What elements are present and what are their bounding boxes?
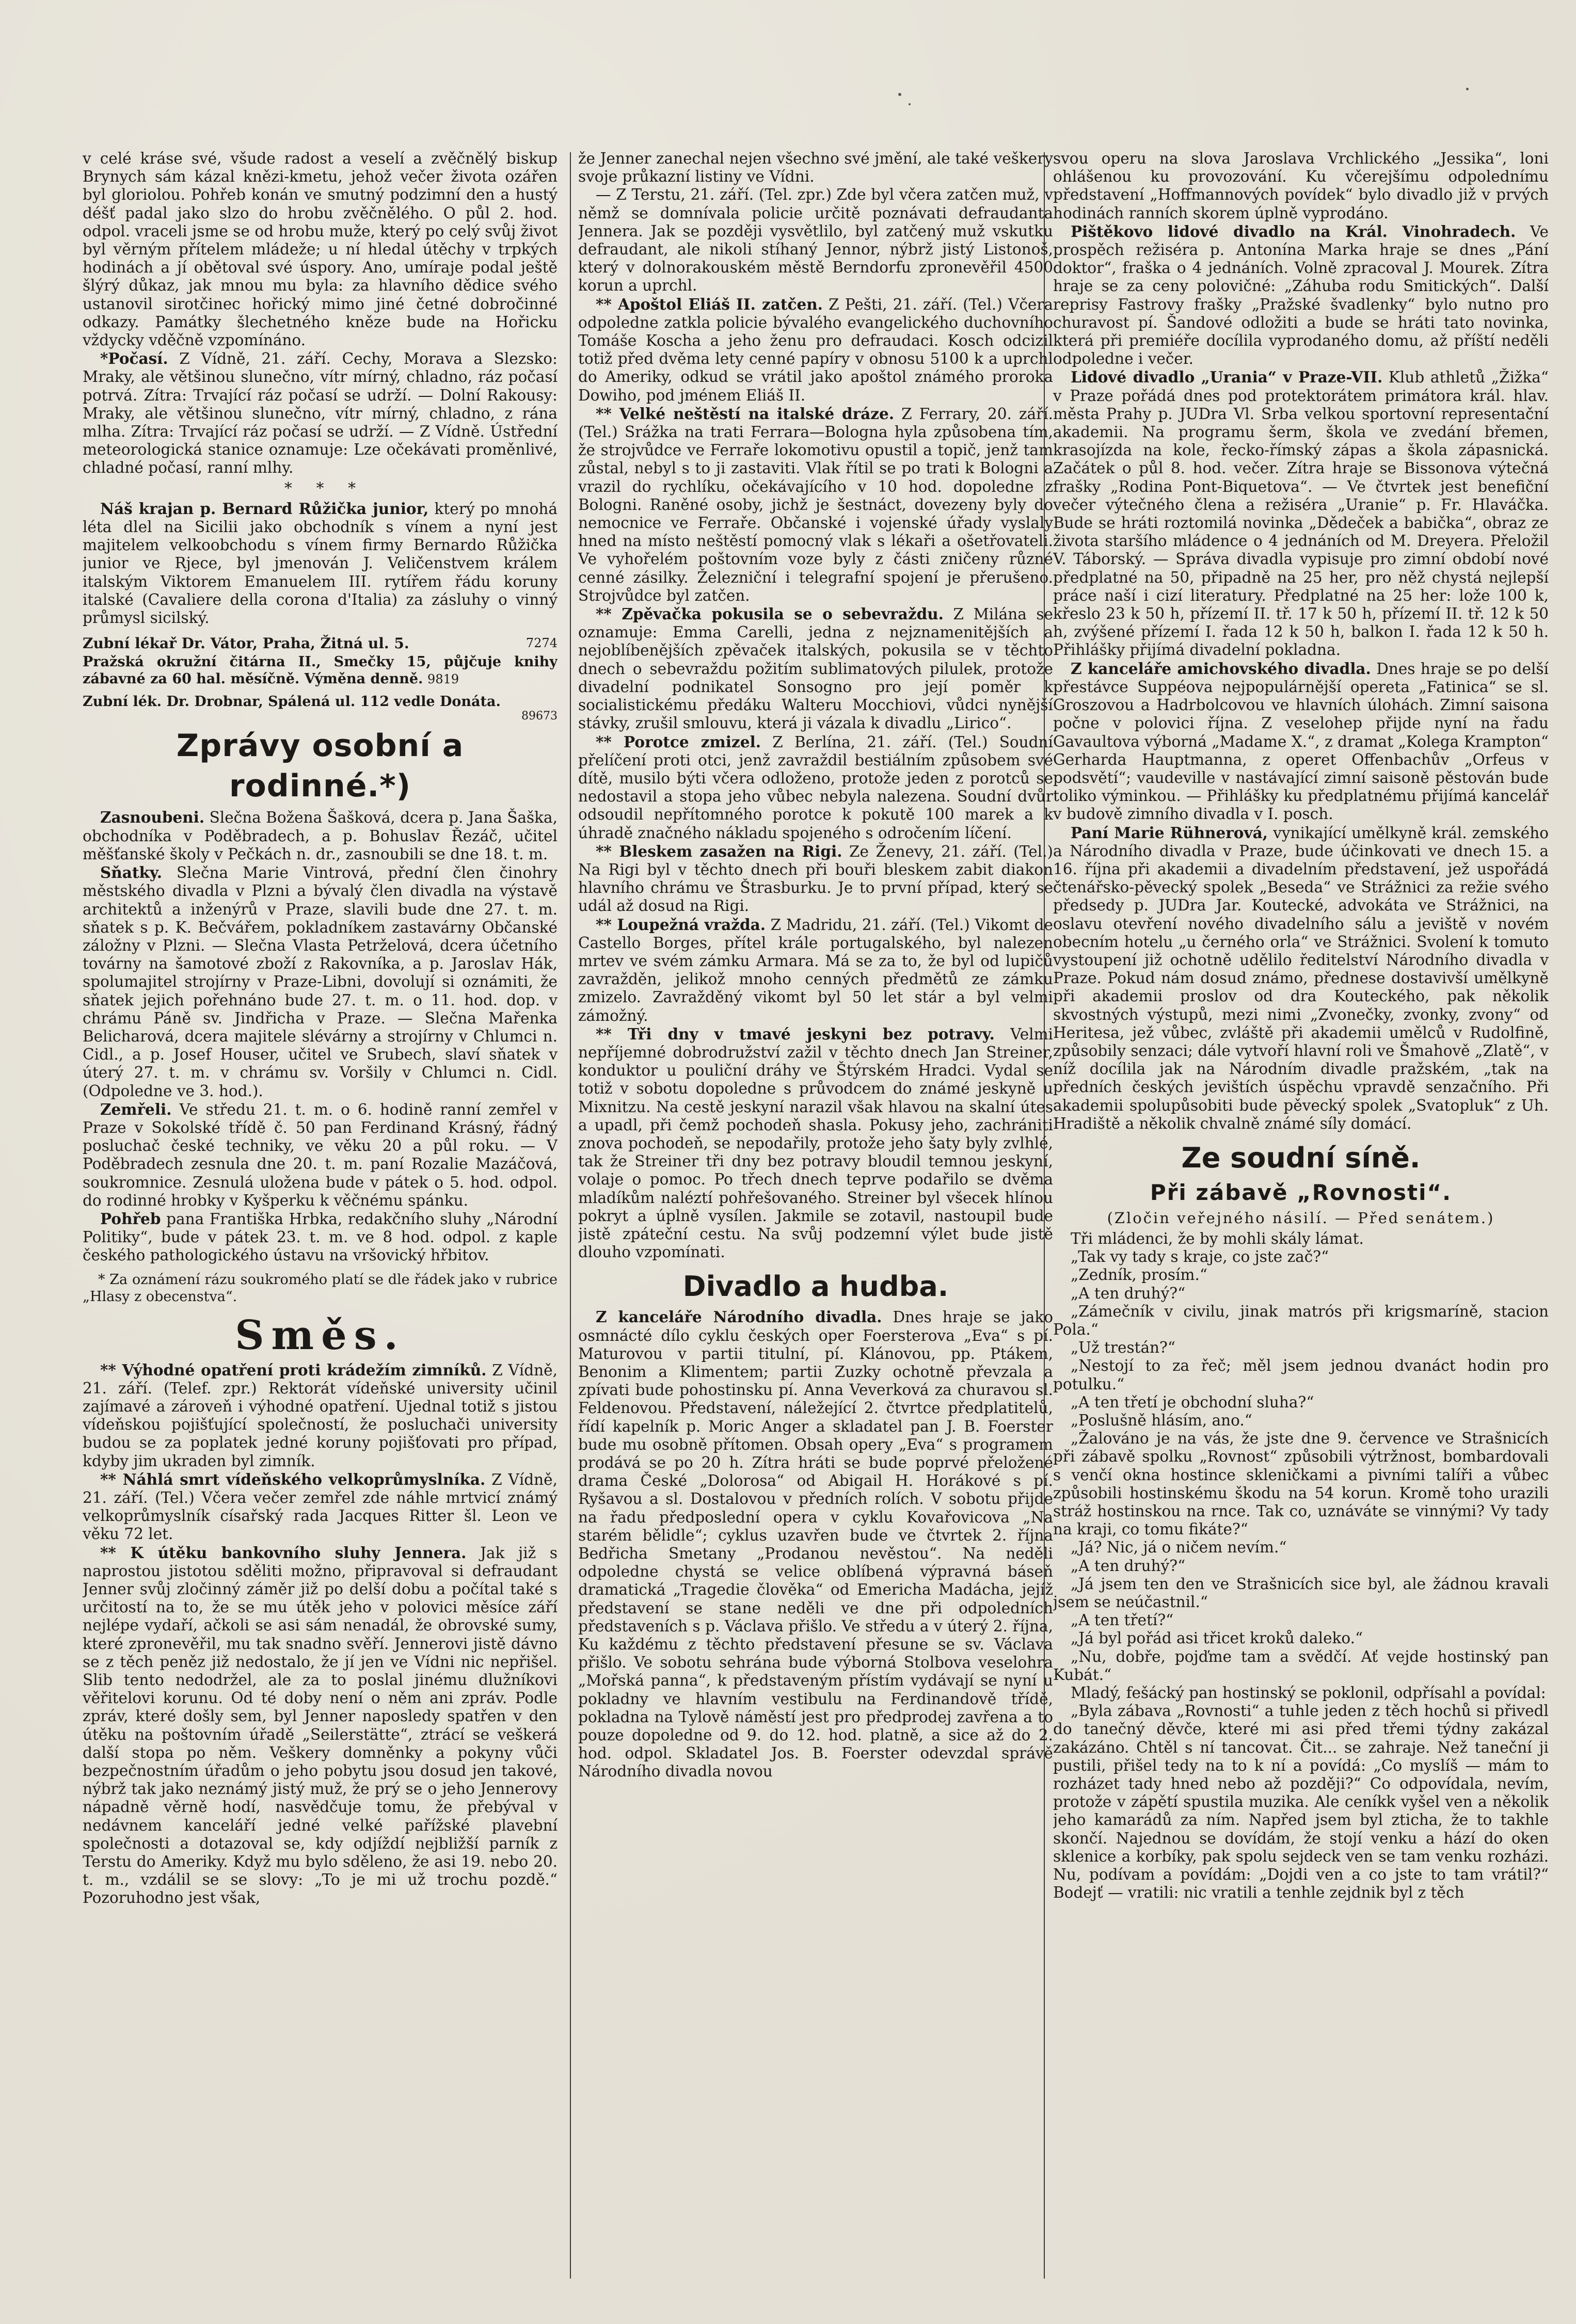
column-2 xyxy=(578,150,1053,2286)
heading-soudni-sin: Ze soudní síně. xyxy=(1181,1141,1421,1174)
zemreli-text: Ve středu 21. t. m. o 6. hodině ranní zemřel v Praze v Sokolské třídě č. 50 pan Ferdinand Krásný, řádný posluchač české techniky, ve věku 20 a půl roku. — V Poděbradech zesnula dne 20. t. m. paní Rozalie Mazáčová, soukromnice. Zesnulá uložena bude v pátek o 5. hod. odpol. do rodinné hrobky v Kyšperku k věčnému spánku. xyxy=(83,1100,558,1209)
court-report-paragraph: „A ten třetí je obchodní sluha?“ xyxy=(1071,1393,1314,1411)
apostol-title: ** Apoštol Eliáš II. zatčen. xyxy=(596,295,823,313)
nestesti-title: ** Velké neštěstí na italské dráze. xyxy=(596,404,895,423)
narodni-divadlo-title: Z kanceláře Národního divadla. xyxy=(596,1308,882,1326)
court-report-paragraph: „Nestojí to za řeč; měl jsem jednou dvanáct hodin pro potulku.“ xyxy=(1053,1357,1549,1393)
krajan-title: Náš krajan p. Bernard Růžička junior, xyxy=(100,499,429,518)
zasnoubeni-title: Zasnoubeni. xyxy=(100,808,205,827)
heading-smes: Směs. xyxy=(235,1311,405,1359)
page-specks xyxy=(72,77,1518,108)
amich-item xyxy=(1053,660,1549,824)
pohreb-text: pana Františka Hrbka, redakčního sluhy „Národní Politiky“, bude v pátek 23. t. m. ve 8 hod. odpol. z kaple českého pathologického ústavu na vršovický hřbitov. xyxy=(83,1210,558,1264)
court-report-paragraph: „Já byl pořád asi třicet kroků daleko.“ xyxy=(1071,1629,1363,1647)
pistek-title: Pištěkovo lidové divadlo na Král. Vinohradech. xyxy=(1071,222,1516,241)
heading-personal-news: Zprávy osobní a rodinné.*) xyxy=(176,728,464,805)
pistek-item xyxy=(1053,222,1549,368)
court-report-paragraph: „Zámečník v civilu, jinak matrós při krigsmaríně, stacion Pola.“ xyxy=(1053,1302,1549,1338)
utek-text: Jak již s naprostou jistotou sděliti možno, připravoval si defraudant Jenner svůj zločinný záměr již po delší dobu a počítal také s určitostí na to, že se mu útěk jeho v polovici měsíce září nejlépe vydaří, ačkoli se asi sám nenadál, že obrovské sumy, které zpronevěřil, mu tak snadno svěří. Jennerovi jistě dávno se z těch peněz již nedostalo, že jí jen ve Vídni nic nepřišel. Slib tento nedodržel, ale za to poslal jinému dlužníkovi věřitelovi korunu. Od té doby není o něm ani zpráv. Podle zpráv, které došly sem, byl Jenner naposledy spatřen v den útěku na poštovním úřadě „Seilerstätte“, ztrácí se veškerá další stopa po něm. Veškery domněnky a pokyny vůči bezpečnostním úřadům o jeho pobytu jsou dosud jen takové, nýbrž tak jako neznámý jistý muž, že prý se o jeho Jennerovy nápadně věrně hodí, nasvědčuje tomu, že přebýval v nedávnem kanceláří jedné velké pařížské plavební společnosti a dotazoval se, kdy odjíždí nejbližší parník z Terstu do Ameriky. Když mu bylo sděleno, že asi 19. nebo 20. t. m., vzdálil se se slovy: „To je mi už trochu pozdě.“ Pozoruhodno jest však, xyxy=(83,1544,558,1907)
utek-item xyxy=(83,1544,558,1908)
heading-divadlo: Divadlo a hudba. xyxy=(682,1270,949,1303)
utek-title: ** K útěku bankovního sluhy Jennera. xyxy=(100,1543,467,1562)
zpevacka-title: ** Zpěvačka pokusila se o sebevraždu. xyxy=(596,605,944,623)
porotce-text: Z Berlína, 21. září. (Tel.) Soudní přelíčení proti otci, jenž zavraždil bestiálním způsobem své dítě, musilo býti včera odloženo, protože jeden z porotců se nedostavil a stopa jeho vůbec nebyla nalezena. Soudní dvůr odsoudil nepřítomného porotce k pokutě 100 marek a k úhradě značného nákladu spojeného s odročením líčení. xyxy=(578,733,1053,842)
court-report xyxy=(1053,1230,1549,1902)
loupezna-title: ** Loupežná vražda. xyxy=(596,915,766,934)
column-rule-left xyxy=(570,152,571,2279)
loupezna-item xyxy=(578,916,1053,1025)
pohreb-title: Pohřeb xyxy=(100,1209,161,1228)
ad-dentist-vator-text: Zubní lékař Dr. Vátor, Praha, Žitná ul. 5. xyxy=(83,635,409,652)
ad-reading-room-text: Pražská okružní čitárna II., Smečky 15, půjčuje knihy zábavné za 60 hal. měsíčně. Výměna denně. xyxy=(83,654,558,687)
court-report-paragraph: „Já? Nic, já o ničem nevím.“ xyxy=(1071,1538,1287,1557)
court-report-paragraph: „Tak vy tady s kraje, co jste zač?“ xyxy=(1071,1248,1329,1266)
ad-dentist-drobnar-number: 89673 xyxy=(521,710,558,723)
court-report-paragraph: „A ten třetí?“ xyxy=(1071,1611,1174,1629)
urania-title: Lidové divadlo „Urania“ v Praze-VII. xyxy=(1071,368,1383,387)
tri-dny-text: Velmi nepříjemné dobrodružství zažil v těchto dnech Jan Streiner, konduktor u pouliční dráhy ve Štýrském Hradci. Vydal se totiž v sobotu dopoledne s průvodcem do známé jeskyně u Mixnitzu. Na cestě jeskyní narazil však hlavou na skalní útes a upadl, při čemž pochodeň shasla. Pokusy jeho, zachrániti znova pochodeň, se nepodařily, protože jeho šaty byly zvlhlé, tak že Streiner tři dny bez potravy bloudil temnou jeskyní, volaje o pomoc. Po třech dnech teprve podařilo se dvěma mladíkům naléztí pohřešovaného. Streiner byl všecek hlínou pokryt a úplně vysílen. Jakmile se zotavil, nastoupil bude jistě zpáteční cestu. Na svůj podzemní výlet bude jistě dlouho vzpomínati. xyxy=(578,1025,1053,1261)
vyhodne-text: Z Vídně, 21. září. (Telef. zpr.) Rektorát vídeňské university učinil zajímavé a zároveň i výhodné opatření. Ujednal totiž s jistou vídeňskou pojišťující společností, že posluchači university budou se za poplatek jedné koruny pojišťovati pro případ, kdyby jim ukraden byl zimník. xyxy=(83,1361,558,1470)
satky-text: Slečna Marie Vintrová, přední člen činohry městského divadla v Plzni a bývalý člen divadla na výstavě architektů a inženýrů v Praze, slavili bude dne 27. t. m. sňatek s p. K. Bečvářem, pokladníkem zastavárny Občanské záložny v Plzni. — Slečna Vlasta Petrželová, dcera účetního továrny na šamotové zboží z Rakovníka, a p. Jaroslav Hák, spolumajitel strojírny v Praze-Libni, dovolují si oznámiti, že sňatek jejich pořehnáno bude 27. t. m. o 11. hod. dop. v chrámu Páně sv. Jindřicha v Praze. — Slečna Mařenka Belicharová, dcera majitele slévárny a strojírny v Chlumci n. Cidl., a p. Josef Houser, učitel ve Srubech, slaví sňatek v úterý 27. t. m. v chrámu sv. Voršily v Chlumci n. Cidl. (Odpoledne ve 3. hod.). xyxy=(83,864,558,1100)
vyhodne-title: ** Výhodné opatření proti krádežím zimníků. xyxy=(100,1360,487,1379)
court-note: (Zločin veřejného násilí. — Před senátem.) xyxy=(1107,1209,1495,1227)
ad-dentist-vator xyxy=(83,634,558,652)
asterisk-separator: * * * xyxy=(284,479,356,497)
apostol-item xyxy=(578,295,1053,405)
court-report-paragraph: „Já jsem ten den ve Strašnicích sice byl, ale žádnou kravali jsem se neúčastnil.“ xyxy=(1053,1575,1549,1611)
porotce-item xyxy=(578,733,1053,842)
apostol-text: Z Pešti, 21. září. (Tel.) Včera odpoledne zatkla policie bývalého evangelického duchovního Tomáše Koscha a jeho ženu pro defraudaci. Kosch odcizil totiž před dvěma lety cenné papíry v obnosu 5100 k a uprchl do Ameriky, odkud se vrátil jako apoštol známého proroka Dowiho, pod jménem Eliáš II. xyxy=(578,295,1053,404)
zemreli-item xyxy=(83,1100,558,1210)
court-report-paragraph: „Už trestán?“ xyxy=(1071,1339,1175,1357)
ad-reading-room-number: 9819 xyxy=(427,672,459,687)
blesk-item xyxy=(578,842,1053,916)
court-report-paragraph: „Poslušně hlásím, ano.“ xyxy=(1071,1412,1252,1429)
weather-text: Z Vídně, 21. září. Cechy, Morava a Slezsko: Mraky, ale většinou slunečno, vítr mírný, chladno, ráz počasí potrvá. Zítra: Trvající ráz počasí se udrží. — Dolní Rakousy: Mraky, ale většinou slunečno, vítr mírný, chladno, z rána mlha. Zítra: Trvající ráz počasí se udrží. — Z Vídně. Ústřední meteorologická stanice oznamuje: Lze očekávati proměnlivé, chladné počasí, ranní mlhy. xyxy=(83,350,558,477)
column-3 xyxy=(1053,150,1549,2286)
col3-intro-paragraph: svou operu na slova Jaroslava Vrchlického „Jessika“, loni ohlášenou ku provozování. Ku včerejšímu odpolednímu představení „Hoffmannových povídek“ bylo divadlo již v prvých hodinách ranních skorem úplně vyprodáno. xyxy=(1053,150,1549,222)
nestesti-text: Z Ferrary, 20. září. (Tel.) Srážka na trati Ferrara—Bologna hyla způsobena tím, že strojvůdce ve Ferraře lokomotivu opustil a topič, jenž tam zůstal, nebyl s to ji zastaviti. Vlak řítil se po trati k Bologni a vrazil do rychlíku, očekávajícího v 10 hod. dopoledne z Bologni. Raněné osoby, jichž je šestnáct, dovezeny byly do nemocnice ve Ferraře. Občanské i vojenské úřady vyslaly hned na místo neštěstí pomocný vlak s lékaři a ošetřovateli. Ve vyhořelém poštovním voze byly z části zničeny různé cenné zásilky. Železniční i telegrafní spojení je přerušeno. Strojvůdce byl zatčen. xyxy=(578,405,1053,604)
court-report-paragraph: „Žalováno je na vás, že jste dne 9. července ve Strašnicích při zábavě spolku „Rovnost“ způsobili výtržnost, bombardovali s venčí okna hostince skleničkami a pivními talíři a vůbec způsobili hostinskému škodu na 54 korun. Kromě toho urazili stráž hostinskou na rnce. Tak co, uznáváte se vinnými? Vy tady na kraji, co tomu fikáte?“ xyxy=(1053,1430,1549,1538)
blesk-text: Ze Ženevy, 21. září. (Tel.) Na Rigi byl v těchto dnech při bouři bleskem zabit diakon hlavního chrámu ve Štrasburku. Je to první případ, který se udál až dosud na Rigi. xyxy=(578,842,1053,915)
court-report-paragraph: „Byla zábava „Rovnosti“ a tuhle jeden z těch hochů si přivedl do tanečný děvče, které mi asi před třemi týdny zakázal zakázáno. Chtěl s ní tancovat. Čit... se zahraje. Než taneční ji pustili, přišel tedy na to k ní a povídá: „Co myslíš — mám to rozházet tady hned nebo až později?“ Co odpovídala, nevím, protože v zápětí spustila muzika. Ale ceníkk vyšel ven a několik jeho kamarádů za ním. Napřed jsem byl zticha, že to takhle skončí. Najednou se dovídám, že stojí venku a hází do oken sklenice a korbíky, pak spolu sejdeck ven se tam venku rozházi. Nu, podívam a povídám: „Dojdi ven a co jste to tam vrátil?“ Bodejť — vratili: nic vratili a tenhle zejdnik byl z těch xyxy=(1053,1702,1549,1902)
vyhodne-item xyxy=(83,1361,558,1470)
pani-item xyxy=(1053,824,1549,1133)
subheading-rovnost: Při zábavě „Rovnosti“. xyxy=(1150,1179,1452,1205)
ad-dentist-drobnar-text: Zubní lék. Dr. Drobnar, Spálená ul. 112 vedle Donáta. xyxy=(83,694,501,710)
porotce-title: ** Porotce zmizel. xyxy=(596,732,761,751)
nahla-text: Z Vídně, 21. září. (Tel.) Včera večer zemřel zde náhle mrtvicí známý velkoprůmyslník císařský rada Jacques Ritter šl. Leon ve věku 72 let. xyxy=(83,1470,558,1543)
narodni-divadlo-item xyxy=(578,1308,1053,1781)
satky-item xyxy=(83,863,558,1100)
pohreb-item xyxy=(83,1210,558,1265)
zasnoubeni-text: Slečna Božena Šašková, dcera p. Jana Šaška, obchodníka v Poděbradech, a p. Bohuslav Řezáč, učitel měšťanské školy v Pečkách n. dr., zasnoubili se dne 18. t. m. xyxy=(83,809,558,863)
blesk-title: ** Bleskem zasažen na Rigi. xyxy=(596,842,842,860)
krajan-item xyxy=(83,500,558,627)
ad-dentist-vator-number: 7274 xyxy=(526,636,558,651)
terst-item: — Z Terstu, 21. září. (Tel. zpr.) Zde byl včera zatčen muž, v němž se domnívala policie určitě poznávati defraudanta Jennera. Jak se později vysvětlilo, byl zatčený muž vskutku defraudant, ale nikoli stíhaný Jennor, nýbrž jistý Listonoš, který v dolnorakouském městě Berndorfu zpronevěřil 4500 korun a uprchl. xyxy=(578,186,1053,295)
court-report-paragraph: „A ten druhý?“ xyxy=(1071,1284,1186,1302)
nestesti-item xyxy=(578,405,1053,605)
pani-text: vynikající umělkyně král. zemského a Národního divadla v Praze, bude účinkovati ve dnech 15. a 16. října při akademii a divadelním představení, jež uspořádá čtenářsko-pěvecký spolek „Beseda“ ve Strážnici za režie svého předsedy p. JUDra Jar. Koutecké, advokáta ve Strážnici, na oslavu otevření nového divadelního sálu a jeviště v novém obecním hotelu „u černého orla“ ve Strážnici. Svolení k tomuto vystoupení již ochotně udělilo ředitelství Národního divadla v Praze. Pokud nám dosud známo, přednese dostavivší umělkyně při akademii proslov od dra Kouteckého, pak několik skvostných výstupů, mezi nimi „Zvonečky, zvonky, zvony“ od Heritesa, jež vůbec, zvláště při akademii umělců v Rudolfině, způsobily senzaci; dále vytvoří hlavní roli ve Šmahově „Zlatě“, v níž docílila jak na Národním divadle pražském, „tak na předních českých jevištích úspěchu vpravdě senzačního. Při akademii spolupůsobiti bude pěvecký spolek „Svatopluk“ z Uh. Hradiště a několik chvalně známé síly domácí. xyxy=(1053,824,1549,1132)
nahla-item xyxy=(83,1470,558,1544)
col2-intro-paragraph: že Jenner zanechal nejen všechno své jmění, ale také veškery svoje průkazní listiny ve Vídni. xyxy=(578,150,1053,186)
narodni-divadlo-text: Dnes hraje se jako osmnácté dílo cyklu českých oper Foersterova „Eva“ s pí. Maturovou v partii titulní, pí. Klánovou, pp. Ptákem, Benonim a Klimentem; partii Zuzky ochotně převzala a zpívati bude pohostinsku pí. Anna Veverková za churavou sl. Feldenovou. Představení, náležející 2. čtvrtce předplatitelů, řídí kapelník p. Moric Anger a skladatel pan J. B. Foerster bude mu osobně přítomen. Obsah opery „Eva“ s programem prodává se po 20 h. Zítra hráti se bude poprvé přeložené drama České „Dolorosa“ od Abigail H. Horákové s pí. Ryšavou a sl. Dostalovou v předních rolích. V sobotu přijde na řadu předposlední opera v cyklu Kovařovicova „Na starém bělidle“; cyklus uzavřen bude ve čtvrtek 2. října Bedřicha Smetany „Prodanou nevěstou“. Na neděli odpoledne chystá se velice oblíbená výpravná báseň dramatická „Tragedie člověka“ od Emericha Madácha, jejíž představení se stane neděli ve dne při odpoledních představeních s p. Václava přišlo. Ve středu a v úterý 2. října, Ku každému z těchto představení přesune se sv. Václava přišlo. Ve sobotu sehrána bude výborná Stolbova veselohra „Mořská panna“, k představeným přístím vydávají se nyní u pokladny ve hlavním vestibulu na Ferdinandově třídě, pokladna na Tylově náměstí jest pro předprodej zavřena a to pouze dopoledne od 9. do 12. hod. platně, a sice až do 2. hod. odpol. Skladatel Jos. B. Foerster odevzdal správě Národního divadla novou xyxy=(578,1308,1053,1781)
pani-title: Paní Marie Rühnerová, xyxy=(1071,823,1268,842)
court-report-paragraph: Tři mládenci, že by mohli skály lámat. xyxy=(1071,1229,1364,1247)
court-report-paragraph: „A ten druhý?“ xyxy=(1071,1557,1186,1575)
col1-intro-paragraph: v celé kráse své, všude radost a veselí a zvěčnělý biskup Brynych sám kázal knězi-kmetu, jehož večer života ozářen byl gloriolou. Pohřeb konán ve smutný podzimní den a hustý déšť padal jako slzo do hrobu zvěčnělého. O půl 2. hod. odpol. vraceli jsme se od hrobu muže, který po celý svůj život byl věrným přítelem mládeže; u ní hledal útěchy v trpkých hodinách a jí obětoval své úspory. Ano, umíraje podal ještě šlýrý důkaz, jak mnou mu byla: za hlavního dědice svého ustanovil sirotčinec hořický mimo jiné četné dobročinné odkazy. Památky šlechetného kněze bude na Hořicku vždycky vděčně vzpomínáno. xyxy=(83,150,558,349)
court-report-paragraph: „Zedník, prosím.“ xyxy=(1071,1266,1207,1284)
amich-text: Dnes hraje se po delší přestávce Suppéova nejpopulárnější opereta „Fatinica“ se sl. Groszovou a Hadrbolcovou ve hlavních úlohách. Zimní saisona počne v polovici října. Z veselohер přijde nyní na řadu Gavaultova výborná „Madame X.“, z dramat „Kolega Krampton“ Gerharda Hauptmanna, z operet Offenbachův „Orfeus v podsvětí“; vaudeville v nastávající zimní saisoně pěstován bude toliko výminkou. — Přihlášky ku předplatnému přijímá kancelář v budově zimního divadla v I. posch. xyxy=(1053,660,1549,823)
nahla-title: ** Náhlá smrt vídeňského velkoprůmyslníka. xyxy=(100,1470,486,1488)
zemreli-title: Zemřeli. xyxy=(100,1100,172,1118)
pistek-text: Ve prospěch režiséra p. Antonína Marka hraje se dnes „Pání doktor“, fraška o 4 jednáních. Volně zpracoval J. Mourek. Zítra hraje se za ceny polovičné: „Záhuba rodu Smitických“. Další reprisy Fastrovy frašky „Pražské švadlenky“ bylo nutno pro churavost pí. Šandové odložiti a bude se hráti tato novinka, která při premiéře docílila vyprodaného domu, až příští neděli odpoledne i večer. xyxy=(1053,222,1549,368)
loupezna-text: Z Madridu, 21. září. (Tel.) Vikomt de Castello Borges, přítel krále portugalského, byl nalezen mrtev ve svém zámku Armara. Má se za to, že byl od lupičů zavražděn, jelikož mnoho cenných předmětů ze zámku zmizelo. Zavražděný vikomt byl 50 let stár a byl velmi zámožný. xyxy=(578,916,1053,1024)
tri-dny-item xyxy=(578,1025,1053,1262)
urania-item xyxy=(1053,368,1549,659)
weather-title: *Počasí. xyxy=(100,349,168,368)
ad-reading-room xyxy=(83,653,558,688)
footnote: * Za oznámení rázu soukromého platí se dle řádek jako v rubrice „Hlasy z obecenstva“. xyxy=(83,1271,558,1305)
tri-dny-title: ** Tři dny v tmavé jeskyni bez potravy. xyxy=(596,1024,995,1043)
amich-title: Z kanceláře amichovského divadla. xyxy=(1071,659,1371,678)
ad-dentist-drobnar xyxy=(83,693,558,723)
krajan-text: který po mnohá léta dlel na Sicilii jako obchodník s vínem a nyní jest majitelem velkoobchodu s vínem firmy Bernardo Růžička junior ve Rjece, byl jmenován J. Veličenstvem králem italským Viktorem Emanuelem III. rytířem řádu koruny italské (Cavaliere della corona d'Italia) za zásluhy o vinný průmysl sicilský. xyxy=(83,500,558,627)
satky-title: Sňatky. xyxy=(100,863,162,882)
urania-text: Klub athletů „Žižka“ v Praze pořádá dnes pod protektorátem primátora král. hlav. města Prahy p. JUDra Vl. Srba velkou sportovní representační akademii. Na programu šerm, škola ve zvedání břemen, krasojízda na kole, řecko-římský zápas a škola zápasnická. Začátek o půl 8. hod. večer. Zítra hraje se Bissonova výtečná frašky „Rodina Pont-Biquetova“. — Ve čtvrtek jest benefiční večer výtečného člena a režiséra „Uranie“ p. Fr. Hlaváčka. Bude se hráti roztomilá novinka „Dědeček a babička“, obraz ze života staršího mládence o 4 jednáních od M. Dreyera. Přeložil V. Táborský. — Správa divadla vypisuje pro zimní období nové předplatné na 50, připadně na 25 her, pro něž chystá nejlepší práce naší i cizí literatury. Předplatné na 25 her: lože 100 k, křeslo 23 k 50 h, přízemí II. tř. 17 k 50 h, přízemí II. tř. 12 k 50 h, zvýšené přízemí I. řada 12 k 50 h, balkon I. řada 12 k 50 h. Přihlášky přijímá divadelní pokladna. xyxy=(1053,368,1549,659)
weather-item xyxy=(83,349,558,477)
column-1 xyxy=(83,150,558,2286)
zpevacka-item xyxy=(578,605,1053,732)
court-report-paragraph: Mladý, fešácký pan hostinský se poklonil, odpřísahl a povídal: xyxy=(1071,1684,1546,1702)
zpevacka-text: Z Milána se oznamuje: Emma Carelli, jedna z nejznamenitějších a nejoblíbenějších zpěvaček italských, pokusila se v těchto dnech o sebevraždu požitím sublimatových pilulek, protože divadelní podnikatel Sonsogno pro její poměr k socialistickému předáku Walteru Mocchiovi, vůdci nynější stávky, zrušil smlouvu, která ji vázala k divadlu „Lirico“. xyxy=(578,605,1053,732)
zasnoubeni-item xyxy=(83,808,558,863)
court-report-paragraph: „Nu, dobře, pojďme tam a svědčí. Ať vejde hostinský pan Kubát.“ xyxy=(1053,1647,1549,1684)
